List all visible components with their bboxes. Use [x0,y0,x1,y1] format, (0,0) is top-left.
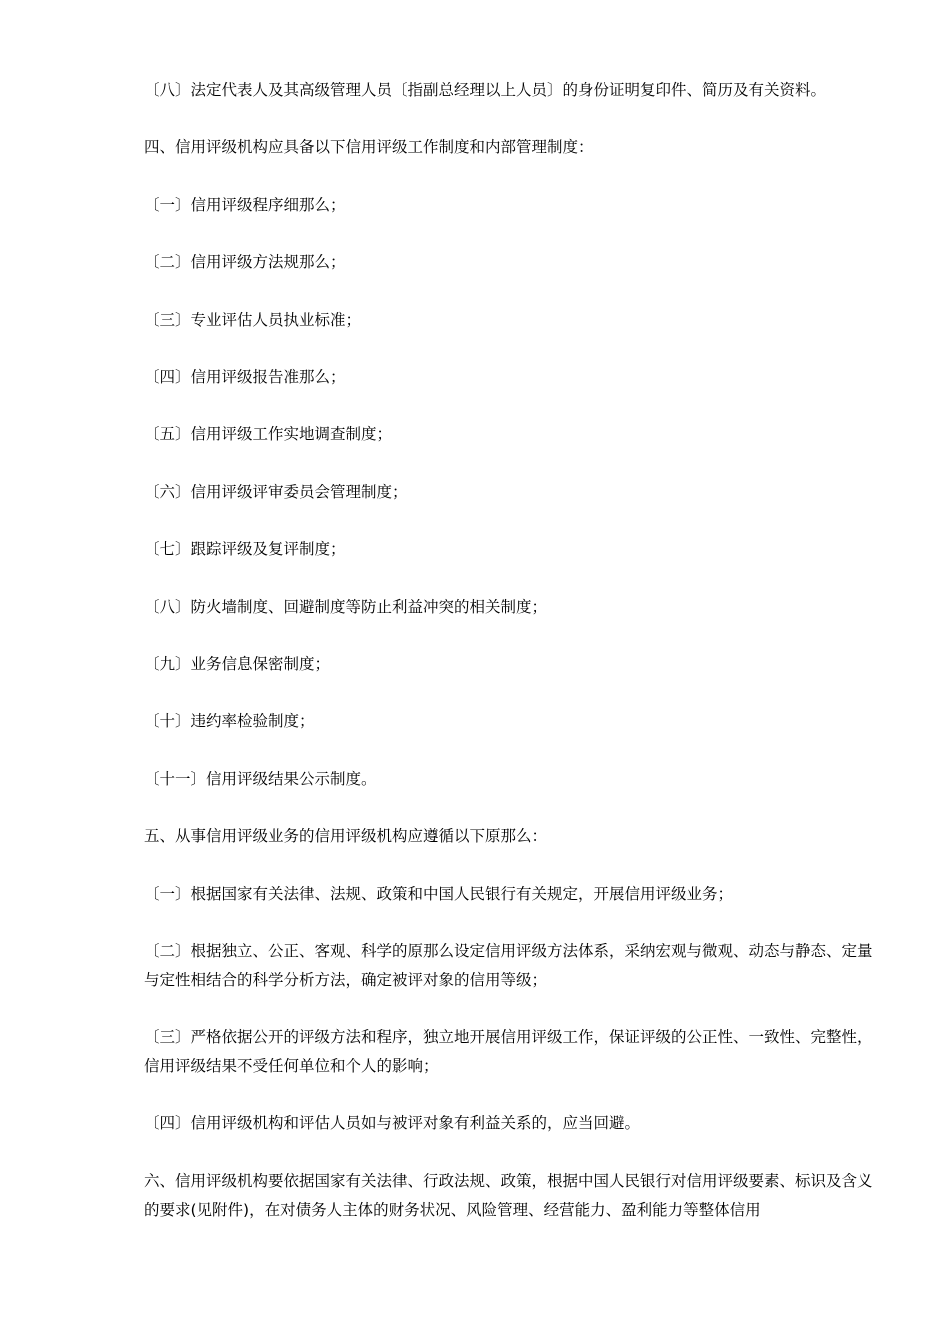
section-heading-4: 四、信用评级机构应具备以下信用评级工作制度和内部管理制度： [144,138,594,156]
list-item: 〔一〕信用评级程序细那么； [144,196,346,214]
paragraph-1: 〔八〕法定代表人及其高级管理人员〔指副总经理以上人员〕的身份证明复印件、简历及有关资料。 [144,81,827,99]
list-item: 〔四〕信用评级机构和评估人员如与被评对象有利益关系的，应当回避。 [144,1114,641,1132]
list-item: 〔三〕专业评估人员执业标准； [144,311,362,329]
list-item: 〔七〕跟踪评级及复评制度； [144,540,346,558]
list-item: 〔一〕根据国家有关法律、法规、政策和中国人民银行有关规定，开展信用评级业务； [144,885,734,903]
list-item: 〔六〕信用评级评审委员会管理制度； [144,483,408,501]
list-item: 〔三〕严格依据公开的评级方法和程序，独立地开展信用评级工作，保证评级的公正性、一致性、完整性，信用评级结果不受任何单位和个人的影响； [144,1028,873,1075]
list-item: 〔十〕违约率检验制度； [144,712,315,730]
list-item: 〔五〕信用评级工作实地调查制度； [144,425,393,443]
list-item: 〔四〕信用评级报告准那么； [144,368,346,386]
section-heading-5: 五、从事信用评级业务的信用评级机构应遵循以下原那么： [144,827,548,845]
list-item: 〔二〕信用评级方法规那么； [144,253,346,271]
list-item: 〔十一〕信用评级结果公示制度。 [144,770,377,788]
list-item: 〔九〕业务信息保密制度； [144,655,331,673]
list-item: 〔八〕防火墙制度、回避制度等防止利益冲突的相关制度； [144,598,548,616]
section-heading-6: 六、信用评级机构要依据国家有关法律、行政法规、政策，根据中国人民银行对信用评级要素、标识及含义的要求(见附件)，在对债务人主体的财务状况、风险管理、经营能力、盈利能力等整体信用 [144,1172,873,1219]
list-item: 〔二〕根据独立、公正、客观、科学的原那么设定信用评级方法体系，采纳宏观与微观、动态与静态、定量与定性相结合的科学分析方法，确定被评对象的信用等级； [144,942,873,989]
